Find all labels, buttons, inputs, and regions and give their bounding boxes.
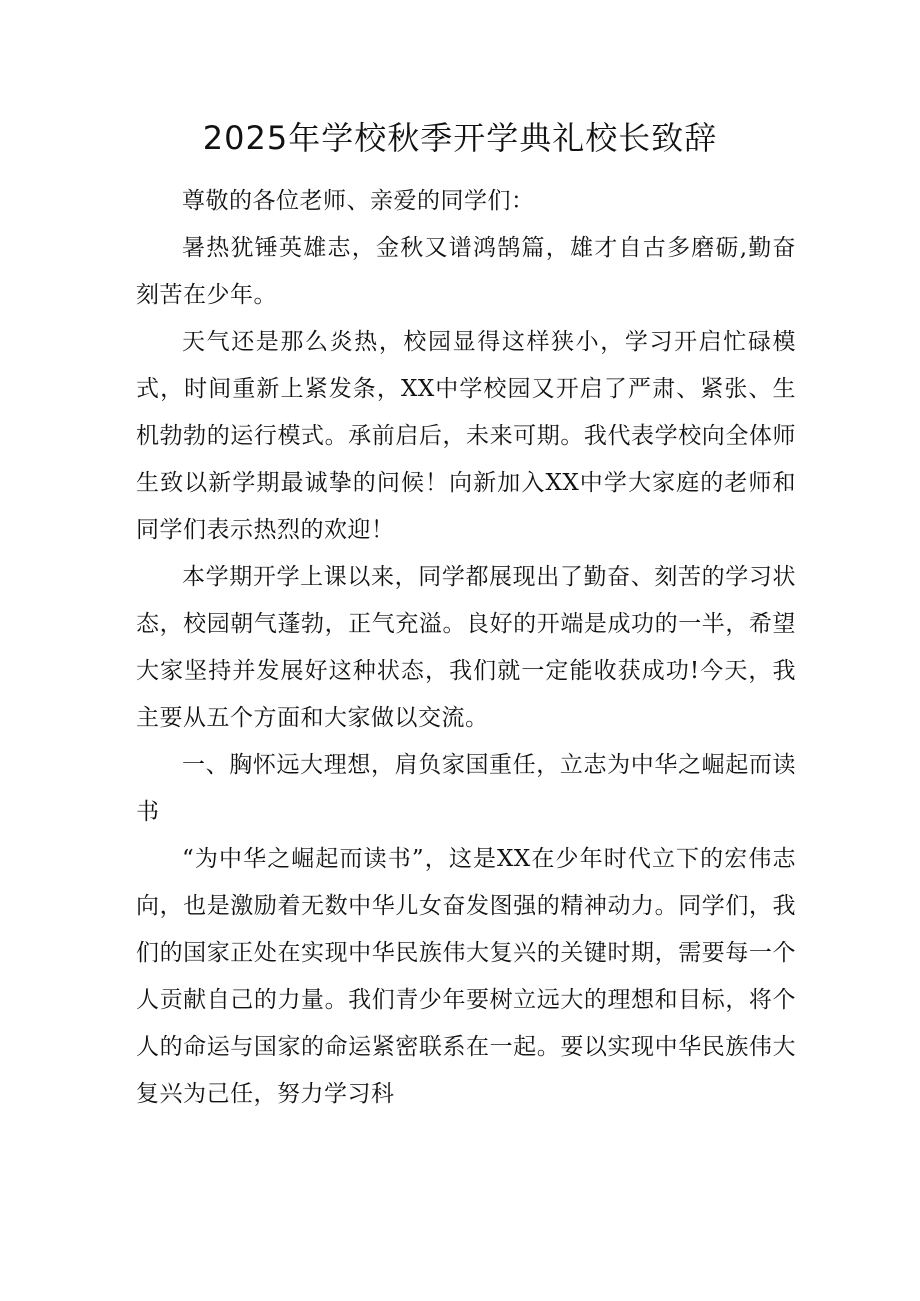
salutation-paragraph: 尊敬的各位老师、亲爱的同学们： [182, 188, 535, 214]
document-body [136, 178, 796, 1118]
introduction-paragraph: 本学期开学上课以来，同学都展现出了勤奋、刻苦的学习状态，校园朝气蓬勃，正气充溢。良好的开端是成功的一半，希望大家坚持并发展好这种状态，我们就一定能收获成功!今天，我主要从五个方面和大家做以交流。 [136, 564, 796, 731]
opening-verse-paragraph: 暑热犹锤英雄志，金秋又谱鸿鹄篇，雄才自古多磨砺,勤奋刻苦在少年。 [136, 235, 796, 308]
section-one-body-paragraph: “为中华之崛起而读书”，这是XX在少年时代立下的宏伟志向，也是激励着无数中华儿女奋发图强的精神动力。同学们，我们的国家正处在实现中华民族伟大复兴的关键时期，需要每一个人贡献自己的力量。我们青少年要树立远大的理想和目标，将个人的命运与国家的命运紧密联系在一起。要以实现中华民族伟大复兴为己任，努力学习科 [136, 846, 796, 1107]
greeting-paragraph: 天气还是那么炎热，校园显得这样狭小，学习开启忙碌模式，时间重新上紧发条，XX中学校园又开启了严肃、紧张、生机勃勃的运行模式。承前启后，未来可期。我代表学校向全体师生致以新学期最诚挚的问候！向新加入XX中学大家庭的老师和同学们表示热烈的欢迎！ [136, 329, 796, 543]
section-heading-one: 一、胸怀远大理想，肩负家国重任，立志为中华之崛起而读书 [136, 752, 796, 825]
document-title: 2025年学校秋季开学典礼校长致辞 [202, 119, 718, 157]
